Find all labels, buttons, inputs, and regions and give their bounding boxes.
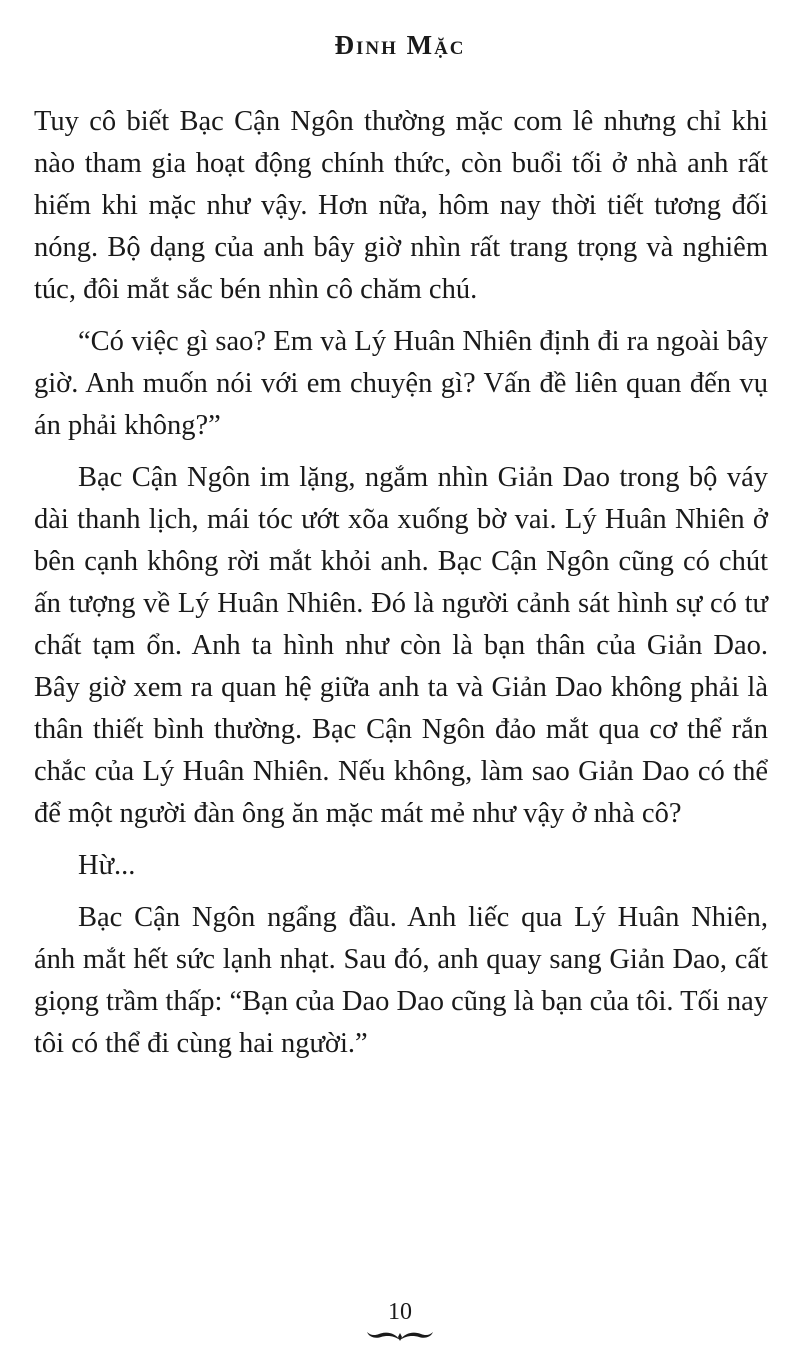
paragraph-5: Bạc Cận Ngôn ngẩng đầu. Anh liếc qua Lý Huân Nhiên, ánh mắt hết sức lạnh nhạt. Sau đó, anh quay sang Giản Dao, cất giọng trầm thấp: “Bạn của Dao Dao cũng là bạn của tôi. Tối nay tôi có thể đi cùng hai người.” [34, 902, 768, 1059]
paragraph-2: “Có việc gì sao? Em và Lý Huân Nhiên định đi ra ngoài bây giờ. Anh muốn nói với em chuyện gì? Vấn đề liên quan đến vụ án phải không?” [34, 326, 768, 441]
paragraph-4: Hừ... [78, 850, 136, 881]
page-footer [0, 1299, 800, 1343]
flourish-ornament-icon [365, 1327, 435, 1343]
paragraph-3: Bạc Cận Ngôn im lặng, ngắm nhìn Giản Dao trong bộ váy dài thanh lịch, mái tóc ướt xõa xuống bờ vai. Lý Huân Nhiên ở bên cạnh không rời mắt khỏi anh. Bạc Cận Ngôn cũng có chút ấn tượng về Lý Huân Nhiên. Đó là người cảnh sát hình sự có tư chất tạm ổn. Anh ta hình như còn là bạn thân của Giản Dao. Bây giờ xem ra quan hệ giữa anh ta và Giản Dao không phải là thân thiết bình thường. Bạc Cận Ngôn đảo mắt qua cơ thể rắn chắc của Lý Huân Nhiên. Nếu không, làm sao Giản Dao có thể để một người đàn ông ăn mặc mát mẻ như vậy ở nhà cô? [34, 462, 768, 829]
page-number: 10 [388, 1299, 412, 1325]
running-header: Đinh Mặc [334, 30, 466, 60]
page-body [34, 101, 768, 1075]
paragraph-1: Tuy cô biết Bạc Cận Ngôn thường mặc com lê nhưng chỉ khi nào tham gia hoạt động chính thức, còn buổi tối ở nhà anh rất hiếm khi mặc như vậy. Hơn nữa, hôm nay thời tiết tương đối nóng. Bộ dạng của anh bây giờ nhìn rất trang trọng và nghiêm túc, đôi mắt sắc bén nhìn cô chăm chú. [34, 106, 768, 305]
